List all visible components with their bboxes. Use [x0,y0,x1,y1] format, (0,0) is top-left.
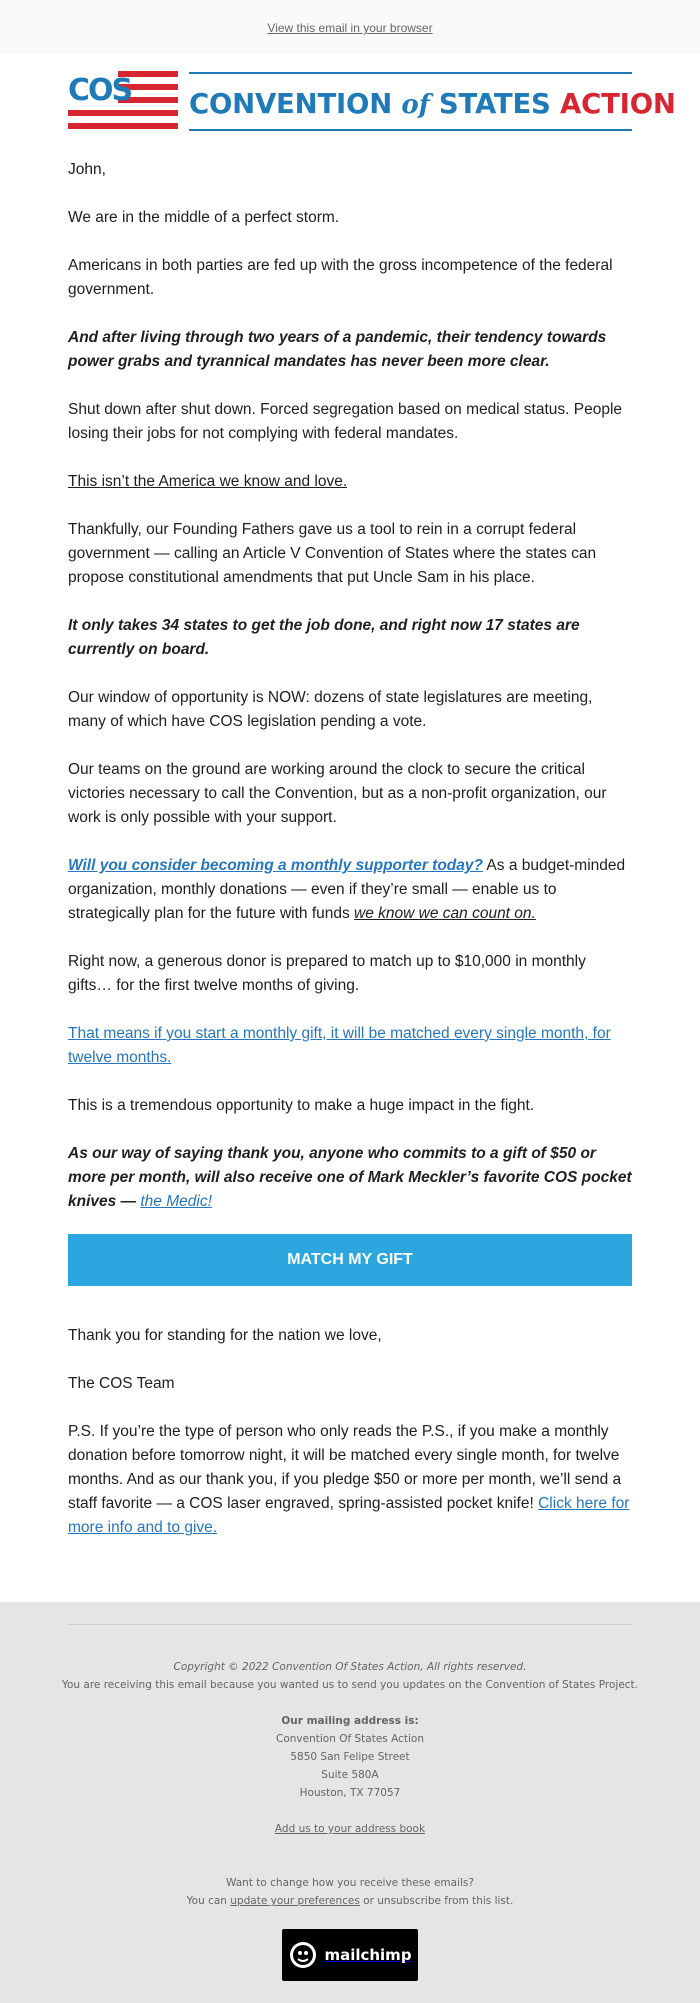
ps-paragraph [68,1420,632,1540]
the-medic-link[interactable]: the Medic! [140,1193,212,1210]
logo-title-of: of [401,90,430,120]
logo-rule-bottom [189,129,632,131]
monthly-supporter-link[interactable]: Will you consider becoming a monthly supporter today? [68,857,483,874]
paragraph: We are in the middle of a perfect storm. [68,209,340,226]
view-in-browser-link[interactable]: View this email in your browser [267,21,433,35]
paragraph: Shut down after shut down. Forced segregation based on medical status. People losing their jobs for not complying with federal mandates. [68,401,623,442]
paragraph: Americans in both parties are fed up with the gross incompetence of the federal government. [68,257,613,298]
logo-badge-text: COS [68,73,132,108]
add-to-address-book-link[interactable]: Add us to your address book [274,1823,426,1835]
footer [0,1602,700,2003]
underlined-text: This isn’t the America we know and love. [68,473,348,490]
logo-title-convention: CONVENTION [189,88,402,120]
paragraph: This is a tremendous opportunity to make a huge impact in the fight. [68,1097,535,1114]
update-preferences-link[interactable]: update your preferences [230,1895,360,1907]
paragraph: Right now, a generous donor is prepared to match up to $10,000 in monthly gifts… for the first twelve months of giving. [68,953,586,994]
receiving-reason: You are receiving this email because you wanted us to send you updates on the Convention of States Project. [61,1679,639,1691]
preferences-text: You can [186,1895,231,1907]
logo-title [189,85,676,123]
address-line: Suite 580A [321,1769,379,1781]
cos-flag-logo-icon [68,71,178,132]
mailing-address-heading: Our mailing address is: [281,1715,419,1727]
paragraph-text: As a budget-minded organization, monthly donations — even if they’re small — enable us to strategically plan for the future with funds [68,857,626,922]
closing: Thank you for standing for the nation we love, [68,1327,382,1344]
address-line: 5850 San Felipe Street [290,1751,410,1763]
address-line: Houston, TX 77057 [299,1787,401,1799]
paragraph: Thankfully, our Founding Fathers gave us a tool to rein in a corrupt federal government — calling an Article V Convention of States where the states can propose constitutional amendments that put Uncle Sam in his place. [68,521,597,586]
paragraph-text: As our way of saying thank you, anyone who commits to a gift of $50 or more per month, will also receive one of Mark Meckler’s favorite COS pocket knives — [68,1145,632,1210]
email-body [68,158,632,1564]
logo-header [0,54,700,144]
paragraph [68,854,632,926]
emphasis-paragraph: It only takes 34 states to get the job done, and right now 17 states are currently on board. [68,617,580,658]
emphasis-paragraph: And after living through two years of a pandemic, their tendency towards power grabs and tyrannical mandates has never been more clear. [68,329,607,370]
paragraph [68,1022,632,1070]
match-my-gift-button[interactable]: MATCH MY GIFT [68,1234,632,1286]
paragraph: Our teams on the ground are working around the clock to secure the critical victories necessary to call the Convention, but as a non-profit organization, our work is only possible with your support. [68,761,607,826]
address-book-row [0,1820,700,1838]
mailchimp-badge[interactable] [282,1929,418,1981]
more-info-link[interactable]: Click here for more info and to give. [68,1495,630,1536]
mailchimp-label: mailchimp [324,1946,412,1964]
paragraph: Our window of opportunity is NOW: dozens of state legislatures are meeting, many of which have COS legislation pending a vote. [68,689,593,730]
preheader [0,0,700,54]
paragraph [68,470,632,494]
italic-underlined-text: we know we can count on. [354,905,536,922]
monthly-gift-match-link[interactable]: That means if you start a monthly gift, it will be matched every single month, for twelve months. [68,1025,611,1066]
unsubscribe-text: or unsubscribe from this list. [359,1895,514,1907]
paragraph-text: P.S. If you’re the type of person who only reads the P.S., if you make a monthly donation before tomorrow night, it will be matched every single month, for twelve months. And as our thank you, if you pledge $50 or more per month, we’ll send a staff favorite — a COS laser engraved, spring-assisted pocket knife! [68,1423,622,1512]
logo-title-states: STATES [429,88,561,120]
footer-divider [68,1624,632,1625]
copyright: Copyright © 2022 Convention Of States Action, All rights reserved. [173,1661,527,1673]
emphasis-paragraph [68,1142,632,1214]
address-line: Convention Of States Action [276,1733,424,1745]
change-prompt: Want to change how you receive these emails? [226,1877,474,1889]
logo-title-action: ACTION [560,88,676,120]
signature: The COS Team [68,1375,175,1392]
greeting: John, [68,161,106,178]
logo-rule-top [189,72,632,74]
mailchimp-freddie-icon [288,1940,318,1970]
preferences-row [0,1892,700,1910]
